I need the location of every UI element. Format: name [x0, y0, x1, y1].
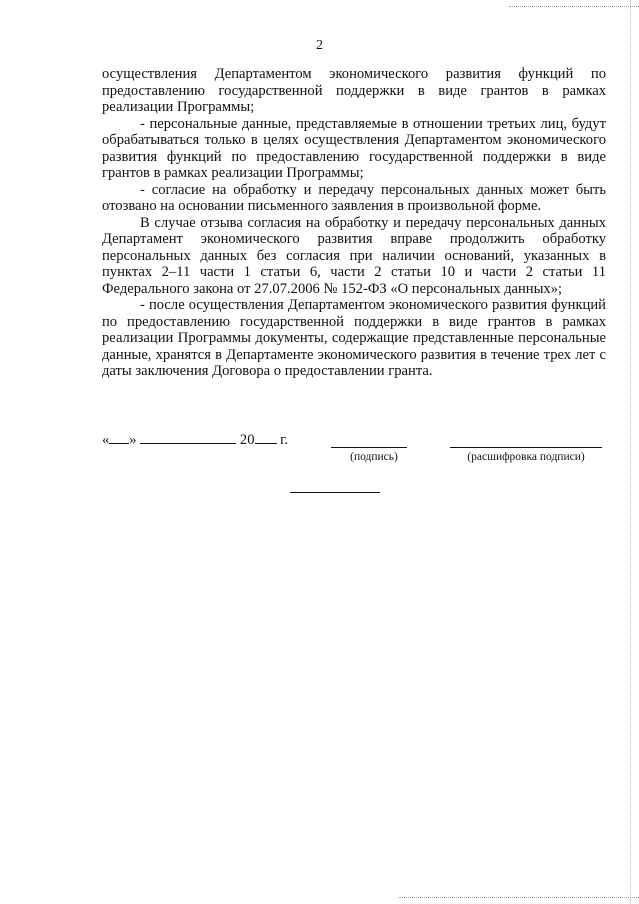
year-suffix: г.	[280, 432, 289, 448]
quote-close: »	[129, 432, 137, 448]
year-prefix: 20	[239, 432, 255, 448]
quote-open: «	[102, 432, 110, 448]
month-blank	[140, 431, 236, 444]
decoding-label: (расшифровка подписи)	[467, 451, 585, 463]
year-blank	[255, 431, 277, 444]
document-body	[102, 66, 606, 380]
paragraph: - согласие на обработку и передачу персональных данных может быть отозвано на основании письменного заявления в произвольной форме.	[102, 181, 606, 214]
paragraph: В случае отзыва согласия на обработку и передачу персональных данных Департамент экономического развития вправе продолжить обработку персональных данных без согласия при наличии оснований, указанных в пунктах 2–11 части 1 статьи 6, части 2 статьи 10 и части 2 статьи 11 Федерального закона от 27.07.2006 № 152-ФЗ «О персональных данных»;	[102, 214, 606, 297]
day-blank	[109, 431, 129, 444]
signature-line	[331, 447, 407, 448]
page-number: 2	[316, 38, 323, 53]
date-line	[102, 431, 288, 449]
scan-edge-top	[509, 0, 639, 7]
scan-edge-right	[630, 0, 631, 904]
paragraph: - после осуществления Департаментом экономического развития функций по предоставлению государственной поддержки в виде грантов в рамках реализации Программы документы, содержащие представленные персональные данные, хранятся в Департаменте экономического развития в течение трех лет с даты заключения Договора о предоставлении гранта.	[102, 297, 606, 379]
paragraph: осуществления Департаментом экономического развития функций по предоставлению государственной поддержки в виде грантов в рамках реализации Программы;	[102, 66, 606, 115]
scan-edge-bottom	[399, 897, 639, 898]
signature-label: (подпись)	[350, 451, 398, 463]
decoding-line	[450, 447, 602, 448]
paragraph: - персональные данные, представляемые в отношении третьих лиц, будут обрабатываться только в целях осуществления Департаментом экономического развития функций по предоставлению государственной поддержки в виде грантов в рамках реализации Программы;	[102, 115, 606, 181]
signature-block	[102, 431, 622, 471]
closing-rule	[290, 492, 380, 493]
